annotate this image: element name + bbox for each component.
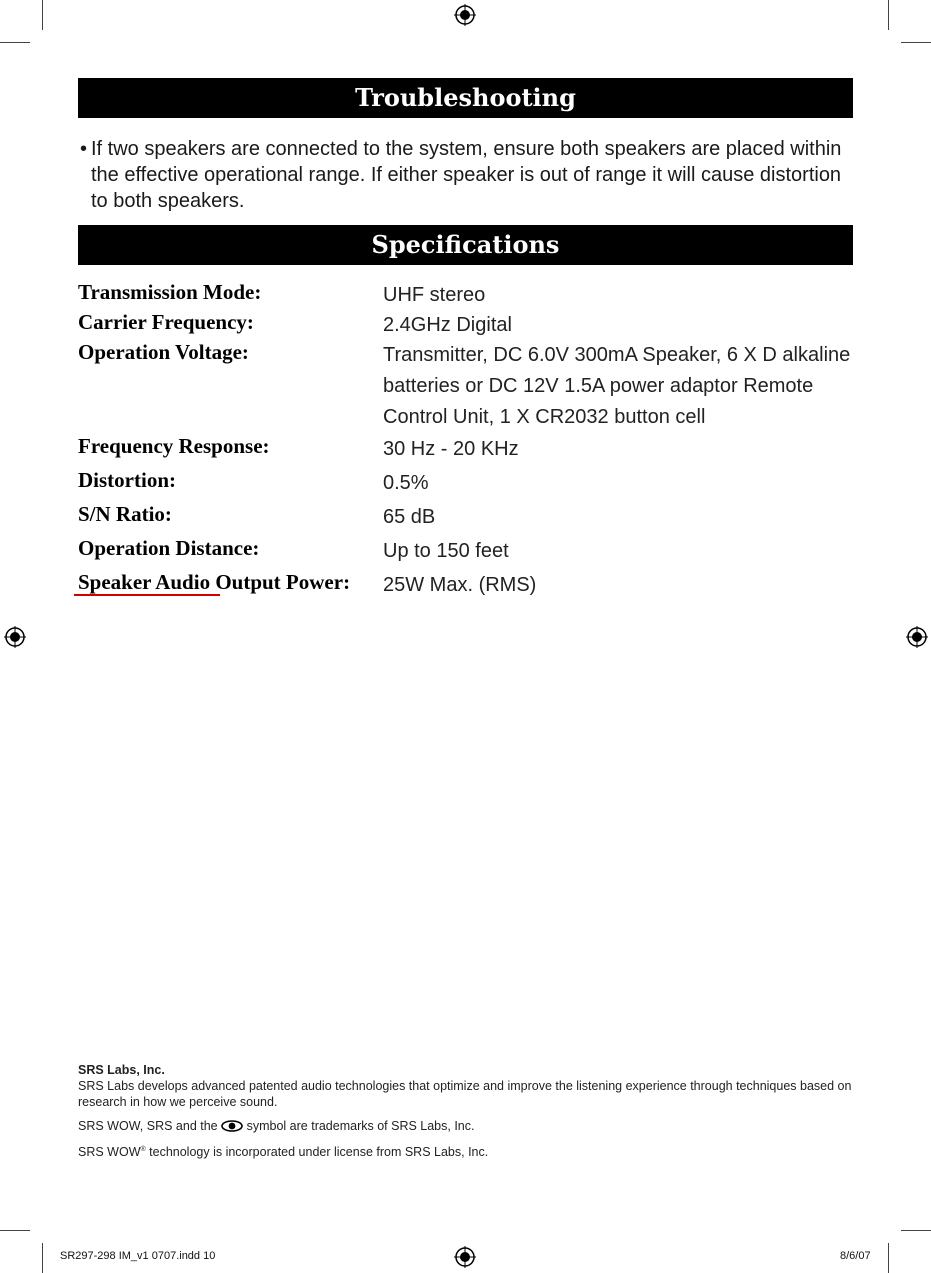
spec-value: 65 dB xyxy=(383,506,436,528)
spec-value: UHF stereo xyxy=(383,284,486,306)
specifications-heading: Specifications xyxy=(78,225,853,265)
trademark-notice xyxy=(78,1118,858,1134)
spec-value: 2.4GHz Digital xyxy=(383,314,512,336)
troubleshooting-heading: Troubleshooting xyxy=(78,78,853,118)
troubleshooting-text: If two speakers are connected to the system, ensure both speakers are placed within the effective operational range. If either speaker is out of range it will cause distortion to both speakers. xyxy=(91,138,842,212)
crop-mark xyxy=(901,1230,931,1231)
spec-value: 0.5% xyxy=(383,472,429,494)
spec-value: Up to 150 feet xyxy=(383,540,509,562)
license-prefix: SRS WOW xyxy=(78,1145,141,1160)
slug-date: 8/6/07 xyxy=(840,1250,871,1262)
crop-mark xyxy=(901,42,931,43)
crop-mark xyxy=(0,1230,30,1231)
spec-label: Frequency Response: xyxy=(78,434,270,458)
trademark-text-end: symbol are trademarks of SRS Labs, Inc. xyxy=(246,1119,475,1133)
crop-mark xyxy=(42,1243,43,1273)
bullet-point: • xyxy=(80,138,88,160)
spec-label: Transmission Mode: xyxy=(78,280,262,304)
spec-label: Speaker Audio Output Power: xyxy=(78,570,351,594)
spec-label: Operation Distance: xyxy=(78,536,260,560)
spec-value: Transmitter, DC 6.0V 300mA Speaker, 6 X D alkaline batteries or DC 12V 1.5A power adaptor Remote Control Unit, 1 X CR2032 button cell xyxy=(383,344,851,428)
company-description: SRS Labs develops advanced patented audio technologies that optimize and improve the listening experience through techniques based on research in how we perceive sound. xyxy=(78,1079,852,1109)
registration-mark-icon xyxy=(454,4,476,26)
registered-mark: ® xyxy=(140,1146,146,1153)
registration-mark-icon xyxy=(906,626,928,648)
troubleshooting-paragraph xyxy=(80,136,860,214)
registration-mark-icon xyxy=(4,626,26,648)
spec-value: 30 Hz - 20 KHz xyxy=(383,438,519,460)
spec-label: Distortion: xyxy=(78,468,176,492)
srs-notice xyxy=(78,1062,858,1168)
spec-value: 25W Max. (RMS) xyxy=(383,574,537,596)
spec-label: S/N Ratio: xyxy=(78,502,172,526)
spec-label: Carrier Frequency: xyxy=(78,310,254,334)
spec-label: Operation Voltage: xyxy=(78,340,249,364)
crop-mark xyxy=(888,0,889,30)
license-notice xyxy=(78,1142,858,1160)
company-name: SRS Labs, Inc. xyxy=(78,1063,165,1077)
srs-symbol-icon xyxy=(221,1120,243,1132)
spellcheck-underline xyxy=(74,594,220,596)
trademark-text-start: SRS WOW, SRS and the xyxy=(78,1119,218,1133)
crop-mark xyxy=(888,1243,889,1273)
slug-filename: SR297-298 IM_v1 0707.indd 10 xyxy=(60,1250,216,1262)
crop-mark xyxy=(42,0,43,30)
registration-mark-icon xyxy=(454,1246,476,1268)
license-suffix: technology is incorporated under license from SRS Labs, Inc. xyxy=(145,1145,489,1160)
crop-mark xyxy=(0,42,30,43)
